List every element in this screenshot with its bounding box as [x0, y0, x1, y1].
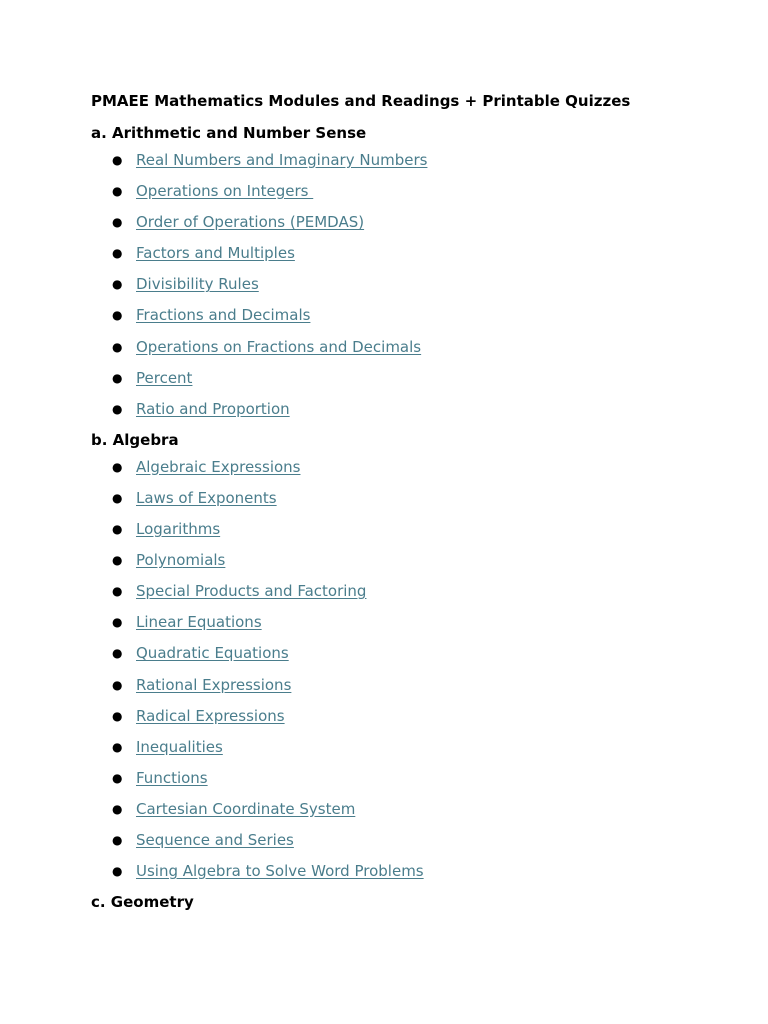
list-item	[91, 732, 731, 763]
document-title: PMAEE Mathematics Modules and Readings + Printable Quizzes	[91, 92, 631, 110]
bullet-icon: ●	[112, 615, 123, 630]
list-item	[91, 300, 731, 331]
list-item	[91, 483, 731, 514]
bullet-icon: ●	[112, 339, 123, 354]
section-heading-geometry: c. Geometry	[91, 893, 194, 912]
bullet-icon: ●	[112, 553, 123, 568]
bullet-icon: ●	[112, 153, 123, 167]
bullet-icon: ●	[112, 584, 123, 599]
module-link[interactable]: Inequalities	[136, 737, 223, 756]
list-item	[91, 452, 731, 483]
module-link[interactable]: Order of Operations (PEMDAS)	[136, 213, 365, 232]
section-heading-arithmetic: a. Arithmetic and Number Sense	[91, 124, 367, 142]
module-link[interactable]: Divisibility Rules	[136, 275, 259, 294]
module-link[interactable]: Operations on Fractions and Decimals	[136, 337, 422, 356]
bullet-icon: ●	[112, 801, 123, 816]
list-item	[91, 856, 731, 887]
bullet-icon: ●	[112, 708, 123, 723]
list-item	[91, 794, 731, 825]
module-link[interactable]: Operations on Integers	[136, 182, 314, 201]
list-item	[91, 545, 731, 576]
list-item	[91, 363, 731, 394]
module-link[interactable]: Special Products and Factoring	[136, 582, 367, 601]
module-link[interactable]: Using Algebra to Solve Word Problems	[136, 862, 424, 881]
bullet-icon: ●	[112, 832, 123, 847]
bullet-icon: ●	[112, 459, 123, 474]
module-link[interactable]: Radical Expressions	[136, 706, 285, 725]
module-link[interactable]: Polynomials	[136, 551, 226, 570]
bullet-icon: ●	[112, 522, 123, 537]
bullet-icon: ●	[112, 277, 123, 292]
list-item	[91, 607, 731, 638]
list-item	[91, 145, 731, 176]
list-item	[91, 207, 731, 238]
list-item	[91, 576, 731, 607]
bullet-icon: ●	[112, 739, 123, 754]
arithmetic-link-list	[91, 145, 731, 425]
module-link[interactable]: Factors and Multiples	[136, 244, 295, 263]
list-item	[91, 269, 731, 300]
document-page	[91, 90, 731, 913]
module-link[interactable]: Quadratic Equations	[136, 644, 289, 663]
bullet-icon: ●	[112, 308, 123, 323]
list-item	[91, 332, 731, 363]
list-item	[91, 701, 731, 732]
bullet-icon: ●	[112, 215, 123, 230]
list-item	[91, 514, 731, 545]
module-link[interactable]: Linear Equations	[136, 613, 262, 632]
module-link[interactable]: Algebraic Expressions	[136, 457, 301, 476]
bullet-icon: ●	[112, 864, 123, 879]
module-link[interactable]: Real Numbers and Imaginary Numbers	[136, 151, 428, 169]
bullet-icon: ●	[112, 770, 123, 785]
bullet-icon: ●	[112, 490, 123, 505]
bullet-icon: ●	[112, 677, 123, 692]
module-link[interactable]: Laws of Exponents	[136, 488, 277, 507]
list-item	[91, 238, 731, 269]
module-link[interactable]: Percent	[136, 368, 193, 387]
list-item	[91, 176, 731, 207]
section-heading-algebra: b. Algebra	[91, 430, 179, 449]
list-item	[91, 825, 731, 856]
bullet-icon: ●	[112, 401, 123, 416]
bullet-icon: ●	[112, 184, 123, 199]
list-item	[91, 670, 731, 701]
module-link[interactable]: Functions	[136, 768, 208, 787]
bullet-icon: ●	[112, 246, 123, 261]
list-item	[91, 394, 731, 425]
algebra-link-list	[91, 452, 731, 887]
module-link[interactable]: Cartesian Coordinate System	[136, 799, 356, 818]
list-item	[91, 763, 731, 794]
module-link[interactable]: Ratio and Proportion	[136, 399, 290, 418]
module-link[interactable]: Sequence and Series	[136, 830, 294, 849]
module-link[interactable]: Rational Expressions	[136, 675, 292, 694]
module-link[interactable]: Fractions and Decimals	[136, 306, 311, 325]
bullet-icon: ●	[112, 370, 123, 385]
module-link[interactable]: Logarithms	[136, 520, 221, 539]
bullet-icon: ●	[112, 646, 123, 661]
list-item	[91, 638, 731, 669]
